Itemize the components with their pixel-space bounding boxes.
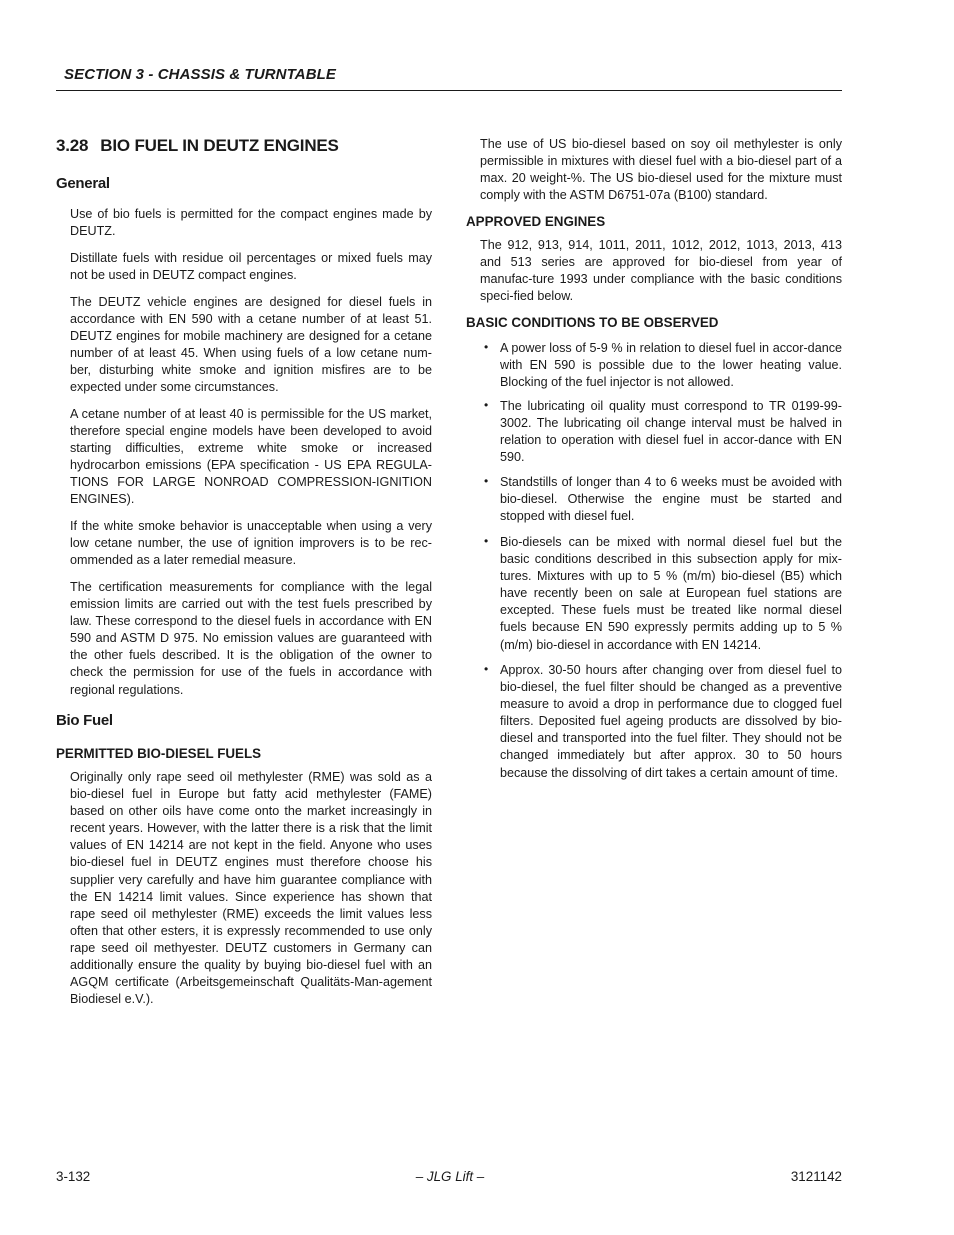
section-title [56, 136, 339, 156]
general-heading: General [56, 175, 110, 192]
page-header [56, 64, 842, 91]
general-paragraph: The DEUTZ vehicle engines are designed for diesel fuels in accordance with EN 590 with a cetane number of at least 51. DEUTZ engines for mobile machinery are designed for a cetane number of at least 45. When using fuels of a low cetane num-ber, disturbing white smoke and ignition misfires are to be expected under some circumstances. [70, 295, 432, 395]
general-paragraph: Use of bio fuels is permitted for the compact engines made by DEUTZ. [70, 207, 432, 239]
header-title: SECTION 3 - CHASSIS & TURNTABLE [64, 66, 337, 83]
page-number: 3-132 [56, 1169, 91, 1184]
general-paragraph: The certification measurements for compliance with the legal emission limits are carried out with the test fuels prescribed by law. These correspond to the diesel fuels in accordance with EN 590 and ASTM D 975. No emission values are guaranteed with the other fuels described. It is the obligation of the owner to check the permission for use of the fuels in accordance with regional regulations. [70, 580, 432, 697]
conditions-heading: BASIC CONDITIONS TO BE OBSERVED [466, 315, 719, 330]
bullet-icon: • [484, 474, 489, 488]
list-item-text: Bio-diesels can be mixed with normal diesel fuel but the basic conditions described in this subsection apply for mix-tures. Mixtures with up to 5 % (m/m) bio-diesel (B5) which have recently been on sale at European fuel stations are excepted. These fuels must be treated like normal diesel fuels because EN 590 expressly permits adding up to 5 % (m/m) bio-diesel in accordance with EN 14214. [500, 535, 842, 652]
approved-paragraph: The 912, 913, 914, 1011, 2011, 1012, 2012, 1013, 2013, 413 and 513 series are approved for bio-diesel from year of manufac-ture 1993 under compliance with the basic conditions speci-fied below. [480, 238, 842, 304]
list-item-text: The lubricating oil quality must correspond to TR 0199-99-3002. The lubricating oil change interval must be halved in relation to operation with diesel fuel in accor-dance with EN 590. [500, 399, 842, 465]
section-heading: BIO FUEL IN DEUTZ ENGINES [100, 136, 339, 155]
bullet-icon: • [484, 340, 489, 354]
bullet-icon: • [484, 662, 489, 676]
footer-center: – JLG Lift – [415, 1169, 485, 1184]
section-number: 3.28 [56, 136, 89, 155]
general-paragraph: If the white smoke behavior is unacceptable when using a very low cetane number, the use of ignition improvers is to be rec-ommended as a later remedial measure. [70, 519, 432, 568]
list-item-text: Approx. 30-50 hours after changing over from diesel fuel to bio-diesel, the fuel filter should be changed as a preventive measure to avoid a drop in performance due to clogged fuel filters. Deposited fuel ageing products are dissolved by bio-diesel and transported into the fuel filter. They should not be changed immediately but after approx. 30 to 50 hours because the dissolving of dirt takes a certain amount of time. [500, 663, 842, 780]
general-paragraph: A cetane number of at least 40 is permissible for the US market, therefore special engine models have been developed to avoid starting difficulties, extreme white smoke or increased hydrocarbon emissions (EPA specification - US EPA REGULA-TIONS FOR LARGE NONROAD COMPRESSION-IGNITION ENGINES). [70, 407, 432, 507]
us-biodiesel-paragraph: The use of US bio-diesel based on soy oil methylester is only permissible in mixtures with diesel fuel with a bio-diesel part of a max. 20 weight-%. The US bio-diesel used for the mixture must comply with the ASTM D6751-07a (B100) standard. [480, 137, 842, 203]
permitted-heading: PERMITTED BIO-DIESEL FUELS [56, 746, 262, 761]
bio-fuel-heading: Bio Fuel [56, 712, 113, 729]
permitted-paragraph: Originally only rape seed oil methylester (RME) was sold as a bio-diesel fuel in Europe but fatty acid methylester (FAME) based on other oils have come onto the market increasingly in recent years. However, with the latter there is a risk that the limit values of EN 14214 are not kept in the field. Anyone who uses bio-diesel fuel in DEUTZ engines must therefore choose his supplier very carefully and have him guarantee compliance with the EN 14214 limit values. Since experience has shown that rape seed oil methylester (RME) exceeds the limit values less often that other esters, it is expressly recommended to use only rape seed oil methyester. DEUTZ customers in Germany can additionally ensure the quality by buying bio-diesel fuel with an AGQM certificate (Arbeitsgemeinschaft Qualitäts-Man-agement Biodiesel e.V.). [70, 770, 432, 1007]
approved-heading: APPROVED ENGINES [466, 214, 606, 229]
doc-number: 3121142 [790, 1169, 842, 1184]
bullet-icon: • [484, 534, 489, 548]
list-item-text: Standstills of longer than 4 to 6 weeks must be avoided with bio-diesel. Otherwise the engine must be started and stopped with diesel fuel. [500, 475, 842, 524]
list-item-text: A power loss of 5-9 % in relation to diesel fuel in accor-dance with EN 590 is possible due to the lower heating value. Blocking of the fuel injector is not allowed. [500, 341, 842, 390]
general-paragraph: Distillate fuels with residue oil percentages or mixed fuels may not be used in DEUTZ compact engines. [70, 251, 432, 283]
bullet-icon: • [484, 398, 489, 412]
